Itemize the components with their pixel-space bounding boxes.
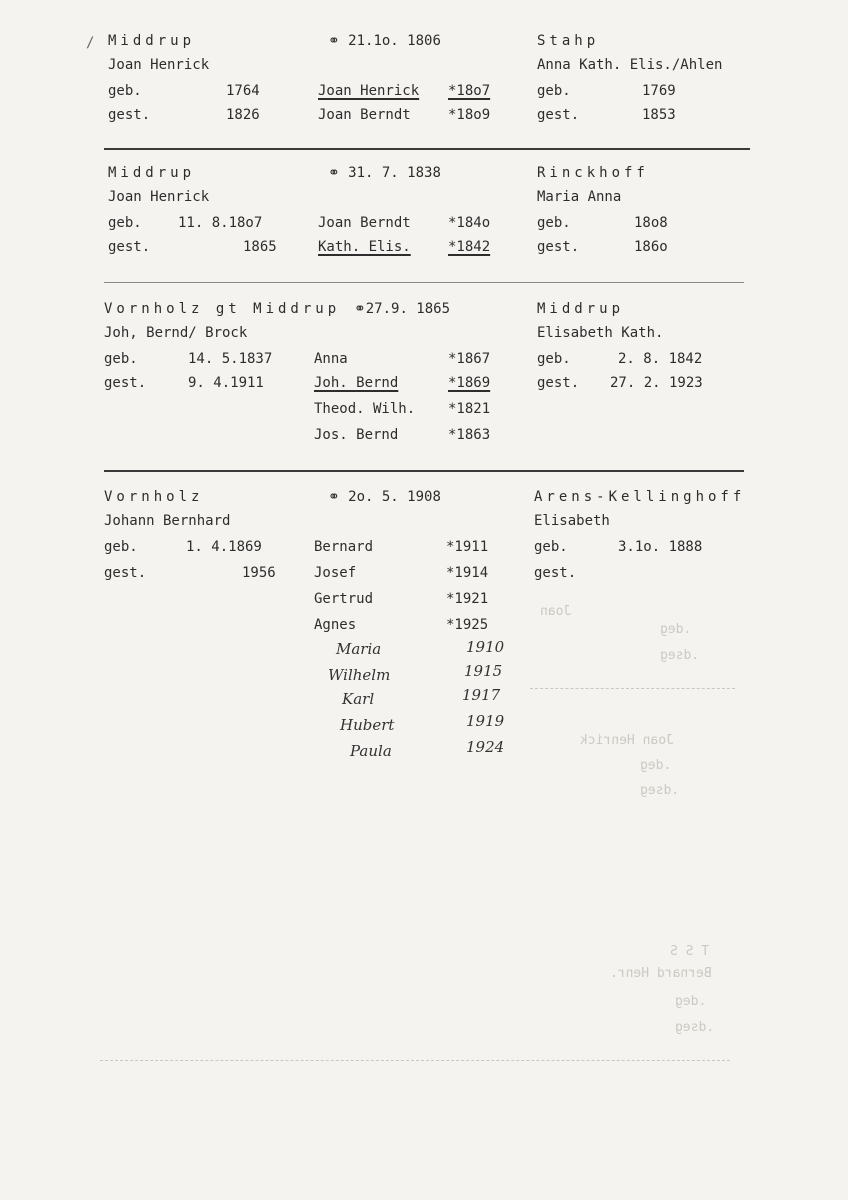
husband-death-label: gest.: [108, 107, 151, 123]
bleedthrough-text: T S S: [670, 944, 710, 959]
child-birth: *1925: [446, 617, 489, 633]
wife-birth-label: geb.: [537, 215, 571, 231]
husband-surname: Vornholz gt Middrup: [104, 301, 341, 317]
bleedthrough-text: .dseg: [640, 783, 680, 798]
husband-birth-label: geb.: [108, 215, 142, 231]
bleedthrough-text: .deg: [660, 622, 692, 637]
wife-death-label: gest.: [537, 107, 580, 123]
child-name: Gertrud: [314, 591, 374, 607]
wife-death-date: 27. 2. 1923: [610, 375, 703, 391]
bleedthrough-rule: [530, 688, 735, 689]
bleedthrough-text: Joan Henrick: [580, 733, 674, 748]
husband-surname: Middrup: [108, 33, 196, 49]
husband-death-date: 1865: [243, 239, 277, 255]
husband-death-label: gest.: [104, 375, 147, 391]
bleedthrough-text: .deg: [640, 758, 672, 773]
margin-mark: /: [86, 35, 95, 51]
wife-birth-date: 3.1o. 1888: [618, 539, 703, 555]
bleedthrough-text: Joan: [540, 604, 572, 619]
child-name: Bernard: [314, 539, 374, 555]
handwritten-child-birth: 1910: [466, 638, 505, 656]
husband-birth-label: geb.: [104, 539, 138, 555]
wife-birth-label: geb.: [534, 539, 568, 555]
handwritten-child-birth: 1917: [462, 686, 501, 704]
husband-birth-date: 1. 4.1869: [186, 539, 262, 555]
husband-birth-date: 14. 5.1837: [188, 351, 273, 367]
wife-birth-label: geb.: [537, 351, 571, 367]
bleedthrough-text: .dseg: [660, 648, 700, 663]
handwritten-child-name: Maria: [336, 640, 382, 658]
handwritten-child-name: Hubert: [340, 716, 395, 734]
husband-birth-label: geb.: [104, 351, 138, 367]
child-name: Josef: [314, 565, 357, 581]
marriage-date: ⚭ 31. 7. 1838: [328, 165, 441, 181]
child-birth: *1869: [448, 375, 491, 391]
child-birth: *18o9: [448, 107, 491, 123]
bleedthrough-text: .deg: [675, 994, 707, 1009]
husband-death-date: 1826: [226, 107, 260, 123]
child-name: Anna: [314, 351, 348, 367]
handwritten-child-birth: 1924: [466, 738, 505, 756]
husband-death-label: gest.: [104, 565, 147, 581]
marriage-date: ⚭27.9. 1865: [354, 301, 451, 317]
child-name: Joan Berndt: [318, 215, 411, 231]
handwritten-child-birth: 1915: [464, 662, 503, 680]
section-divider: [104, 282, 744, 283]
child-birth: *1914: [446, 565, 489, 581]
wife-given-name: Anna Kath. Elis./Ahlen: [537, 57, 723, 73]
section-divider: [104, 470, 744, 472]
wife-birth-date: 18o8: [634, 215, 668, 231]
wife-surname: Rinckhoff: [537, 165, 649, 181]
marriage-date: ⚭ 21.1o. 1806: [328, 33, 441, 49]
wife-birth-date: 1769: [642, 83, 676, 99]
wife-surname: Middrup: [537, 301, 625, 317]
wife-birth-label: geb.: [537, 83, 571, 99]
child-name: Theod. Wilh.: [314, 401, 416, 417]
husband-death-date: 1956: [242, 565, 276, 581]
section-divider: [104, 148, 750, 150]
husband-birth-label: geb.: [108, 83, 142, 99]
wife-given-name: Maria Anna: [537, 189, 622, 205]
child-name: Joan Berndt: [318, 107, 411, 123]
bleedthrough-rule: [100, 1060, 730, 1061]
husband-given-name: Joan Henrick: [108, 189, 210, 205]
wife-surname: Stahp: [537, 33, 600, 49]
bleedthrough-text: .dseg: [675, 1020, 715, 1035]
husband-given-name: Joan Henrick: [108, 57, 210, 73]
child-birth: *1867: [448, 351, 491, 367]
child-name: Agnes: [314, 617, 357, 633]
wife-given-name: Elisabeth: [534, 513, 610, 529]
child-name: Kath. Elis.: [318, 239, 411, 255]
wife-death-label: gest.: [534, 565, 577, 581]
handwritten-child-name: Karl: [342, 690, 375, 708]
wife-given-name: Elisabeth Kath.: [537, 325, 664, 341]
wife-surname: Arens-Kellinghoff: [534, 489, 746, 505]
husband-birth-date: 11. 8.18o7: [178, 215, 263, 231]
husband-death-label: gest.: [108, 239, 151, 255]
husband-death-date: 9. 4.1911: [188, 375, 264, 391]
child-name: Joh. Bernd: [314, 375, 399, 391]
husband-surname: Middrup: [108, 165, 196, 181]
bleedthrough-text: Bernard Henr.: [610, 966, 712, 981]
marriage-date: ⚭ 2o. 5. 1908: [328, 489, 441, 505]
wife-death-date: 186o: [634, 239, 668, 255]
child-birth: *1821: [448, 401, 491, 417]
handwritten-child-name: Wilhelm: [328, 666, 391, 684]
handwritten-child-name: Paula: [350, 742, 392, 760]
child-birth: *1842: [448, 239, 491, 255]
husband-given-name: Joh, Bernd/ Brock: [104, 325, 248, 341]
child-birth: *184o: [448, 215, 491, 231]
child-name: Jos. Bernd: [314, 427, 399, 443]
wife-birth-date: 2. 8. 1842: [618, 351, 703, 367]
child-birth: *1921: [446, 591, 489, 607]
child-birth: *1911: [446, 539, 489, 555]
wife-death-label: gest.: [537, 375, 580, 391]
child-birth: *1863: [448, 427, 491, 443]
child-birth: *18o7: [448, 83, 491, 99]
husband-given-name: Johann Bernhard: [104, 513, 231, 529]
wife-death-date: 1853: [642, 107, 676, 123]
husband-surname: Vornholz: [104, 489, 204, 505]
husband-birth-date: 1764: [226, 83, 260, 99]
wife-death-label: gest.: [537, 239, 580, 255]
handwritten-child-birth: 1919: [466, 712, 505, 730]
child-name: Joan Henrick: [318, 83, 420, 99]
